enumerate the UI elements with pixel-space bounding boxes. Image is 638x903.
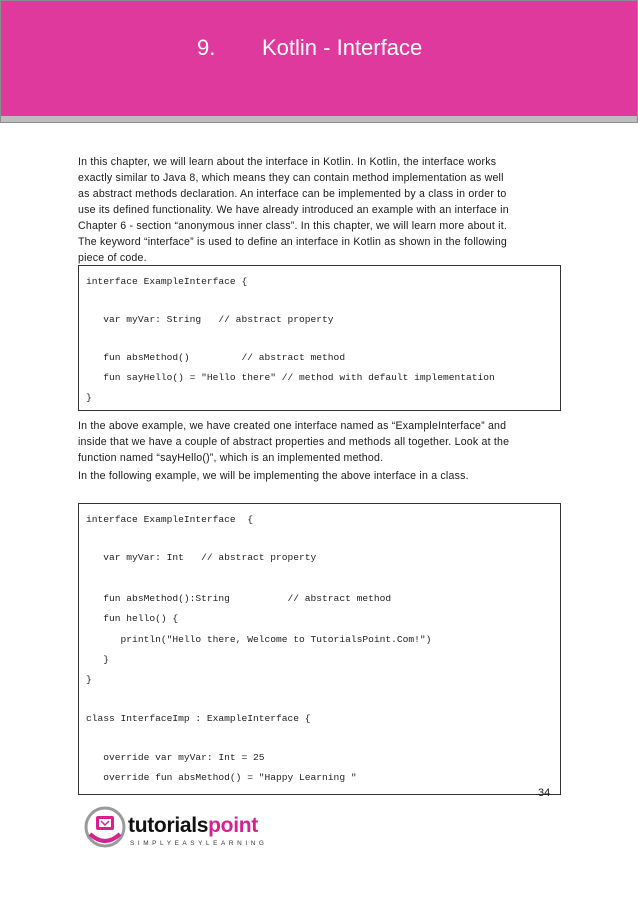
text-line: function named “sayHello()”, which is an implemented method.: [78, 452, 384, 464]
chapter-title: Kotlin - Interface: [262, 35, 423, 60]
text-line: as abstract methods declaration. An interface can be implemented by a class in order to: [78, 188, 507, 200]
logo-tagline: SIMPLYEASYLEARNING: [130, 840, 268, 847]
logo-word-point: point: [208, 814, 258, 837]
chapter-number: 9.: [197, 35, 216, 60]
page-number: 34: [538, 787, 551, 799]
code-line: }: [86, 392, 92, 403]
code-line: println("Hello there, Welcome to TutorialsPoint.Com!"): [86, 634, 432, 645]
code-line: var myVar: Int // abstract property: [86, 552, 317, 563]
text-line: In the above example, we have created one interface named as “ExampleInterface” and: [78, 420, 507, 432]
code-line: interface ExampleInterface {: [86, 276, 248, 287]
code-line: class InterfaceImp : ExampleInterface {: [86, 713, 311, 724]
chapter-banner: [0, 0, 638, 123]
text-line: In this chapter, we will learn about the interface in Kotlin. In Kotlin, the interface works: [78, 156, 497, 168]
code-block-interface: [78, 265, 561, 411]
tutorialspoint-logo-icon: [82, 804, 128, 855]
logo-wordmark: [128, 814, 258, 838]
code-line: override var myVar: Int = 25: [86, 752, 265, 763]
text-line: use its defined functionality. We have already introduced an example with an interface in: [78, 204, 509, 216]
code-line: }: [86, 654, 110, 665]
text-line: exactly similar to Java 8, which means they can contain method implementation as well: [78, 172, 504, 184]
code-line: fun absMethod():String // abstract method: [86, 593, 392, 604]
code-line: }: [86, 674, 92, 685]
text-line: piece of code.: [78, 252, 147, 264]
code-block-implementation: [78, 503, 561, 795]
text-line: The keyword “interface” is used to define an interface in Kotlin as shown in the following: [78, 236, 508, 248]
text-line: inside that we have a couple of abstract properties and methods all together. Look at the: [78, 436, 510, 448]
code-line: var myVar: String // abstract property: [86, 314, 334, 325]
code-line: fun hello() {: [86, 613, 179, 624]
text-line: Chapter 6 - section “anonymous inner class”. In this chapter, we will learn more about it.: [78, 220, 507, 232]
code-line: fun sayHello() = "Hello there" // method with default implementation: [86, 372, 495, 383]
code-line: interface ExampleInterface {: [86, 514, 253, 525]
code-line: fun absMethod() // abstract method: [86, 352, 346, 363]
text-line: In the following example, we will be implementing the above interface in a class.: [78, 470, 469, 482]
logo-word-tutorials: tutorials: [128, 814, 209, 837]
code-line: override fun absMethod() = "Happy Learning ": [86, 772, 357, 783]
